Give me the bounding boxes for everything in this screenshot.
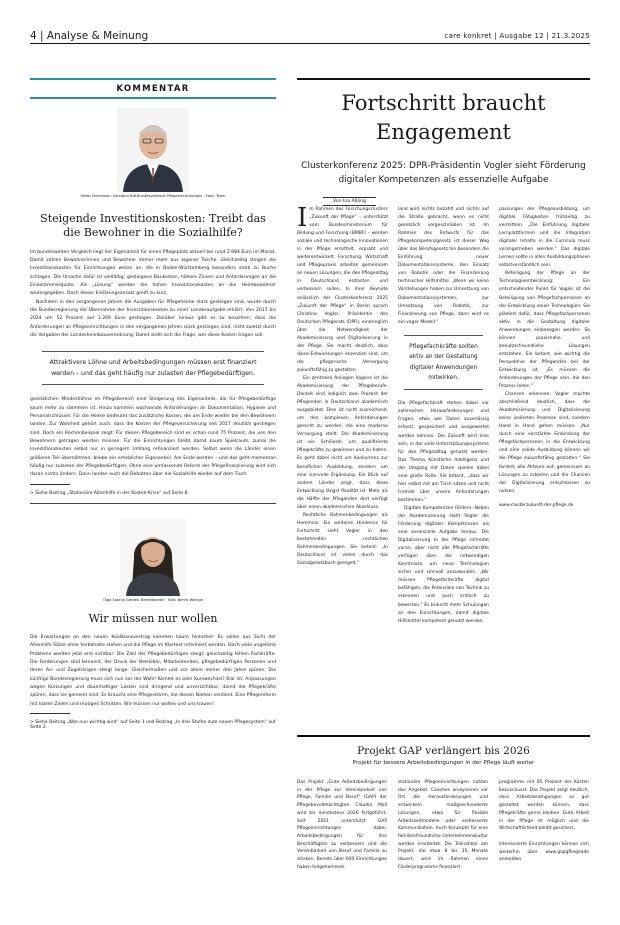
divider [30, 713, 70, 714]
comment-title: Wir müssen nur wollen [88, 611, 218, 625]
article-text: Digitale Kompetenzen fördern: Neben der Akademisierung stellt Vogler die Förderung digitaler Kompetenzen als eine essenzielle Aufgabe heraus. Die Digitalisierung in der Pflege schreitet voran, aber nicht alle Pflegefachkräfte verfügen über die notwendigen Kenntnisse, um neue Technologien sicher und sinnvoll anzuwenden. „Wir müssen Pflegefachkräfte digital befähigen, die Potenziale von Technik zu erkennen und auch kritisch zu bewerten.“ Es braucht mehr Schulungen an den Einrichtungen, damit digitale Hilfsmittel kompetent genutzt werden. [398, 505, 489, 624]
article-rule [297, 735, 590, 737]
comment-text: Die Erwartungen an den neuen Koalitionsvertrag kommen kaum hinterher: Es sollen aus Sicht der Altenhilfe Sätze ohne Vorbehalte stehen und die Pflege im Klartext informiert werden. Doch viele ungelöste Probleme werden jetzt erst sichtbar: Die Zahl der Pflegebedürftigen steigt, gleichzeitig fehlen Fachkräfte. Die Forderungen sind benannt, der Druck der Betreiber, Mitarbeitenden, pflegebedürftigen Personen und deren An- und Zugehörigen steigt lange. Gleichermaßen und vor allem immer drei Jahre spüren: Die künftige Bundesregierung muss sich nun vor der Wahl! Kommt es oder Kurswechsel? Klar ist: Anpassungen wegen Kürzungen und dauerhaftiger Lasten sind dringend und unverzichtbar, damit die Pflegekräfte spüren, dass sie gemeint sind. Es braucht eine Pflegereform, die diesen Namen verdient. Eine Pflegereform mit klaren Zielen und mutigen Schritten. Wir müssen nur wollen und uns trauen! [30, 634, 276, 707]
article-text: Chancen erkennen: Vogler machte abschließend deutlich, dass die Akademisierung und Digitalisierung keine isolierten Prozesse sind, sondern Hand in Hand gehen müssen. „Nur durch eine verstärkte Einbindung der Pflegefachpersonen in die Entwicklung und eine solide Ausbildung können wir die Pflege zukunftsfähig gestalten.“ Sie fordert, alle Akteure auf, gemeinsam an Lösungen zu arbeiten und die Chancen der Digitalisierung entschlossen zu nutzen. [499, 392, 590, 494]
see-also-note: > Siehe Beitrag „Stationäre Altenhilfe in der Kosten-Krise“ auf Seite 8. [30, 490, 189, 496]
article-text: Die Pflegefachkraft stehen dabei vor zahlreichen Herausforderungen und Fragen, etwa wie Daten zuverlässig erfasst, gespeichert und ausgewertet werden können. Die Zukunft wird eine sein, in der viele Unterstützungssysteme für den Pflegealltag genutzt werden. Das Thema Künstliche Intelligenz und der Umgang mit Daten spielen dabei eine große Rolle. Sie betont, „dass wir hier selbst mit am Tisch sitzen und nicht Fremde über unsere Anforderungen bestimmen.“ [398, 401, 489, 503]
gap-article [297, 735, 590, 870]
gap-column-1: Das Projekt „Gute Arbeitsbedingungen in der Pflege zur Vereinbarkeit von Pflege, Familie und Beruf“ (GAP) der Pflegebevollmächtigten Claudia Moll wird bis mindestens 2026 fortgeführt. Seit 2021 unterstützt GAP Pflegeeinrichtungen dabei, Arbeitsbedingungen für ihre Beschäftigten zu verbessern und die Vereinbarkeit von Beruf und Familie zu stärken. Bereits über 600 Einrichtungen haben teilgenommen. [297, 780, 387, 870]
kommentar-label: KOMMENTAR [116, 84, 190, 94]
comment-text: gesetzlichen Mindestlöhne im Pflegebereich eine Steigerung des Eigenanteils, die für Pflegebedürftige kaum mehr zu stemmen ist. Hinzu kommen wachsende Anforderungen an Dokumentation, Hygiene und Personalschlüssel. Für die Heime bedeutet das zusätzliche Kosten, die am Ende wieder bei den Bewohnern landen. Zur Wahrheit gehört auch, dass die Kosten der Pflegeversicherung seit 2017 deutlich gestiegen sind. Doch ein Rechenbeispiel zeigt: Für diesen Pflegebereich sind es schon rund 75 Prozent, die von den Bewohnern getragen werden müssen. Für die Einrichtungen bleibt damit kaum Spielraum, zumal die Investitionskosten selbst nur in geringem Umfang refinanziert werden. Selbst wenn die Länder einen größeren Teil übernähmen, bliebe ein erheblicher Eigenanteil. Am Ende werden – und das geht momentan häufig nur zulasten der Pflegebedürftigen. Ohne eine umfassende Reform der Pflegefinanzierung wird sich daran nichts ändern. Dann landen auch die Debatten über die Sozialhilfe wieder auf dem Tisch. [30, 397, 276, 478]
comment-text: Nachdem in den vergangenen Jahren die Ausgaben für Pflegeheime stark gestiegen sind, wurde durch die Bundesregierung die Übernahme der Investitionskosten zu einer Landesaufgabe erklärt. Von 2017 bis 2024 um 52 Prozent auf 1.269 Euro gestiegen. Darüber hinaus gibt es zu beachten, dass die Anforderungen an Pflegeeinrichtungen in den vergangenen Jahren stark gestiegen sind, nicht zuletzt durch die Vorgaben der Landesheimbauverordnung. Damit stellt sich die Frage, wer diese Kosten tragen soll. [30, 299, 276, 339]
portrait-photo-woman [120, 518, 186, 596]
page-section: 4 | Analyse & Meinung [30, 30, 149, 42]
photo-caption: Olga Sophia Gerdes, Betriebsratin · Foto: Bernd Wenige [103, 597, 203, 602]
comment-text: Im bundesweiten Vergleich liegt der Eigenanteil für einen Pflegeplatz aktuell bei rund 2.984 Euro im Monat. Damit zahlen Bewohnerinnen und Bewohner immer mehr aus eigener Tasche. Gleichzeitig steigen die Investitionskosten für Einrichtungen weiter an, die in Baden-Württemberg besonders stark zu Buche schlagen. Die Ursache dafür ist vielfältig: gestiegene Baukosten, höhere Zinsen und Anforderungen an die Einzelzimmerquote. Als „Lösung“ werden die hohen Investitionskosten an die Heimbewohner weitergegeben. Doch dieser Erklärungsansatz greift zu kurz. [30, 249, 276, 297]
article-column-3 [499, 206, 590, 510]
drop-cap: I [297, 203, 308, 233]
gap-column-3 [499, 779, 589, 864]
article-text: Ein zentrales Anliegen Voglers ist die Akademisierung der Pflegeberufe. Derzeit sind lediglich zwei Prozent der Pflegenden in Deutschland akademisch ausgebildet. Dies ist nicht ausreichend, um den komplexen Anforderungen gerecht zu werden, die eine moderne Versorgung stellt. Die Akademisierung ist ein Schlüssel, um qualifizierte Pflegekräfte zu gewinnen und zu halten. Es geht dabei nicht um Konkurrenz zur beruflichen Ausbildung, sondern um eine sinnvolle Ergänzung. Ein Blick auf andere Länder zeigt, dass diese Entwicklung längst Realität ist. Mehr als die Hälfte der Pflegenden dort verfügt über einen akademischen Abschluss. [297, 375, 388, 510]
portrait-photo-man [117, 108, 189, 192]
gap-title: Projekt GAP verlängert bis 2026 [357, 745, 530, 757]
comment-title: Steigende Investitionskosten: Treibt das die Bewohner in die Sozialhilfe? [40, 212, 266, 240]
accent-rule [30, 97, 276, 99]
kommentar-column [30, 78, 276, 730]
article-text: land wird nichts bezahlt und nichts auf die Straße gebracht, wenn es nicht gesetzlich vorgeschrieben ist. Im Rahmen des Entwurfs für das Pflegekompetenzgesetz ist dieser Weg über das Berufsgesetz hin besonders die Einführung neuer Dokumentationssysteme, den Einsatz von Robotik oder die Finanzierung technischer Hilfsmittel. „Wenn wir keine Vorstellungen haben zur Umsetzung von Dokumentationssystemen, zur Umsetzung von Robotik, zur Finanzierung von Pflege, dann wird es ein vager Modell.“ [398, 207, 489, 325]
article-rule [297, 78, 590, 80]
article-column-2 [398, 206, 489, 626]
article-text: Rechtliche Rahmenbedingungen als Hemmnis: Ein weiteres Hindernis für Fortschritt sieht Vogler in den bestehenden rechtlichen Rahmenbedingungen. Sie betont: „In Deutschland ist vieles durch das Sozialgesetzbuch geregelt.“ [297, 512, 388, 567]
article-headline: Fortschritt braucht Engagement [341, 91, 546, 144]
see-also-note: > Siehe Beitrag „Was nun wichtig wird“ auf Seite 1 und Beitrag „In drei Stufen zum neuen Pflegesystem“ auf Seite 2. [30, 720, 276, 731]
article-text: Beteiligung der Pflege an der Technologieentwicklung: Ein entscheidender Punkt für Vogler ist die Beteiligung von Pflegefachpersonen an der Entwicklung neuer Technologien. Sie plädiert dafür, dass Pflegefachpersonen aktiv in die Gestaltung digitaler Anwendungen einbezogen werden. So können praxisnahe und benutzerfreundliche Lösungen entstehen. Sie betont, wie wichtig die Perspektive der Pflegenden bei der Entwicklung ist. „Es müssen die Anforderungen der Pflege sein, die den Prozess leiten.“ [499, 271, 590, 390]
page-header [30, 30, 590, 44]
gap-text: programms mit 85 Prozent der Kosten bezuschusst. Das Projekt zeigt deutlich, dass Arbeitsbedingungen so gut gestaltet werden können, dass Pflegekräfte gerne bleiben. Gute Arbeit in der Pflege ist möglich und die Wirtschaftlichkeit bleibt gesichert. [499, 780, 589, 832]
article-text: passungen der Pflegeausbildung, um digitale Fähigkeiten frühzeitig zu vermitteln. „Die Einführung digitaler Lernplattformen und die Integration digitaler Inhalte in die Curricula muss vorangetrieben werden.“ Das digitale Lernen sollte in allen Ausbildungsphasen selbstverständlich sein. [499, 207, 590, 269]
issue-info: care konkret | Ausgabe 12 | 21.3.2025 [444, 32, 590, 40]
gap-column-2: stationäre Pflegeeinrichtungen nutzen das Angebot. Coaches analysieren vor Ort die Herausforderungen und entwickeln maßgeschneiderte Lösungen, etwa für flexible Arbeitszeitmodelle oder verbesserte Kommunikation. Auch Konzepte für eine familienfreundliche Unternehmenskultur werden erarbeitet. Die Teilnahme am Projekt, die etwa 8 bis 15 Monate dauert, wird im Rahmen eines Förderprogramms finanziert. [398, 780, 488, 870]
divider [30, 503, 276, 504]
gap-signup-note: Interessierte Einrichtungen können sich weiterhin über www.gapgfllegeade anmelden. [499, 841, 589, 863]
divider [30, 484, 70, 485]
article-link[interactable]: www.clusterzukunft-der-pflege.de [499, 502, 574, 508]
pull-quote: Pflegefachkräfte sollten aktiv an der Gestaltung digitaler Anwendungen mitwirken. [404, 335, 483, 391]
author-line: Von Ina Aßling [323, 197, 376, 206]
main-article-header [297, 78, 590, 206]
gap-subtitle: Projekt für bessere Arbeitsbedingungen in der Pflege läuft weiter [352, 760, 535, 766]
article-column-1 [297, 203, 388, 568]
article-text: m Rahmen des Forschungsclusters „Zukunft der Pflege“ – unterstützt vom Bundesministerium für Bildung und Forschung (BMBF) – werden soziale und technologische Innovationen in der Pflege ermittelt, erprobt und weiterentwickelt. Forschung, Wirtschaft und Pflegepraxis arbeiten gemeinsam an neuen Lösungen, die den Pflegealltag in Deutschland entlasten und verbessern sollen. In ihrer Keynote anlässlich der Clusterkonferenz 2025 „Zukunft der Pflege“ in Berlin sprach Christine Vogler, Präsidentin des Deutschen Pflegerats (DPR), eindringlich über die Notwendigkeit der Akademisierung und Digitalisierung in der Pflege. Sie macht deutlich, dass diese Entwicklungen essenziell sind, um die pflegerische Versorgung zukunftsfähig zu gestalten. [297, 207, 388, 373]
photo-caption: Heiko Fenneman: Vorstand Bdf-Bundesverband Pflegeeinrichtungen · Foto: Team [80, 194, 226, 198]
article-subheadline: Clusterkonferenz 2025: DPR-Präsidentin Vogler sieht Förderung digitaler Kompetenzen als essenzielle Aufgabe [301, 161, 586, 185]
pull-quote: Attraktivere Löhne und Arbeitsbedingungen müssen erst finanziert werden – und das geht häufig nur zulasten der Pflegebedürftigen. [42, 351, 264, 385]
